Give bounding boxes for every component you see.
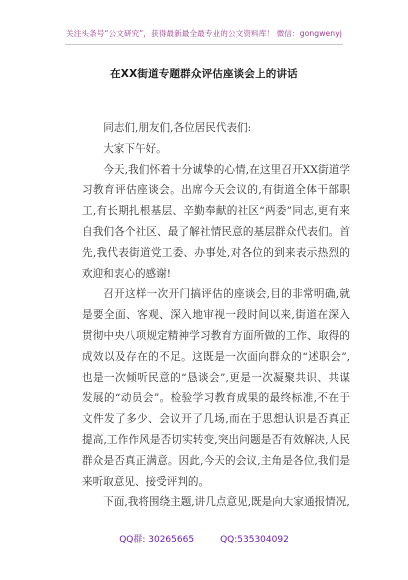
header-banner: 关注头条号“公文研究”，获得最新最全最专业的公文资料库！ 微信：gongwenyj <box>66 29 342 38</box>
greeting-paragraph: 大家下午好。 <box>103 142 167 155</box>
page-footer <box>0 532 408 545</box>
footer-qq-group: QQ群: 30265665 <box>119 535 195 545</box>
document-title: 在XX街道专题群众评估座谈会上的讲话 <box>110 68 298 80</box>
footer-qq: QQ:535304092 <box>220 535 289 545</box>
header-divider <box>65 44 343 45</box>
body-paragraph: 召开这样一次开门搞评估的座谈会,目的非常明确,就是要全面、客观、深入地审视一段时间以来,街道在深入贯彻中央八项规定精神学习教育方面所做的工作、取得的成效以及存在的不足。这既是一次面向群众的“述职会”,也是一次倾听民意的“恳谈会”,更是一次凝聚共识、共谋发展的“动员会”。检验学习教育成果的最终标准,不在于文件发了多少、会议开了几场,而在于思想认识是否真正提高,工作作风是否切实转变,突出问题是否有效解决,人民群众是否真正满意。因此,今天的会议,主角是各位,我们是来听取意见、接受评判的。 <box>82 288 350 488</box>
body-paragraph: 今天,我们怀着十分诚挚的心情,在这里召开XX街道学习教育评估座谈会。出席今天会议的,有街道全体干部职工,有长期扎根基层、辛勤奉献的社区“两委”同志,更有来自我们各个社区、最了解社情民意的基层群众代表们。首先,我代表街道党工委、办事处,对各位的到来表示热烈的欢迎和衷心的感谢! <box>82 163 350 280</box>
document-body <box>82 118 350 513</box>
salutation-paragraph: 同志们,朋友们,各位居民代表们: <box>103 122 252 134</box>
body-paragraph: 下面,我将围绕主题,讲几点意见,既是向大家通报情况, <box>103 496 350 509</box>
